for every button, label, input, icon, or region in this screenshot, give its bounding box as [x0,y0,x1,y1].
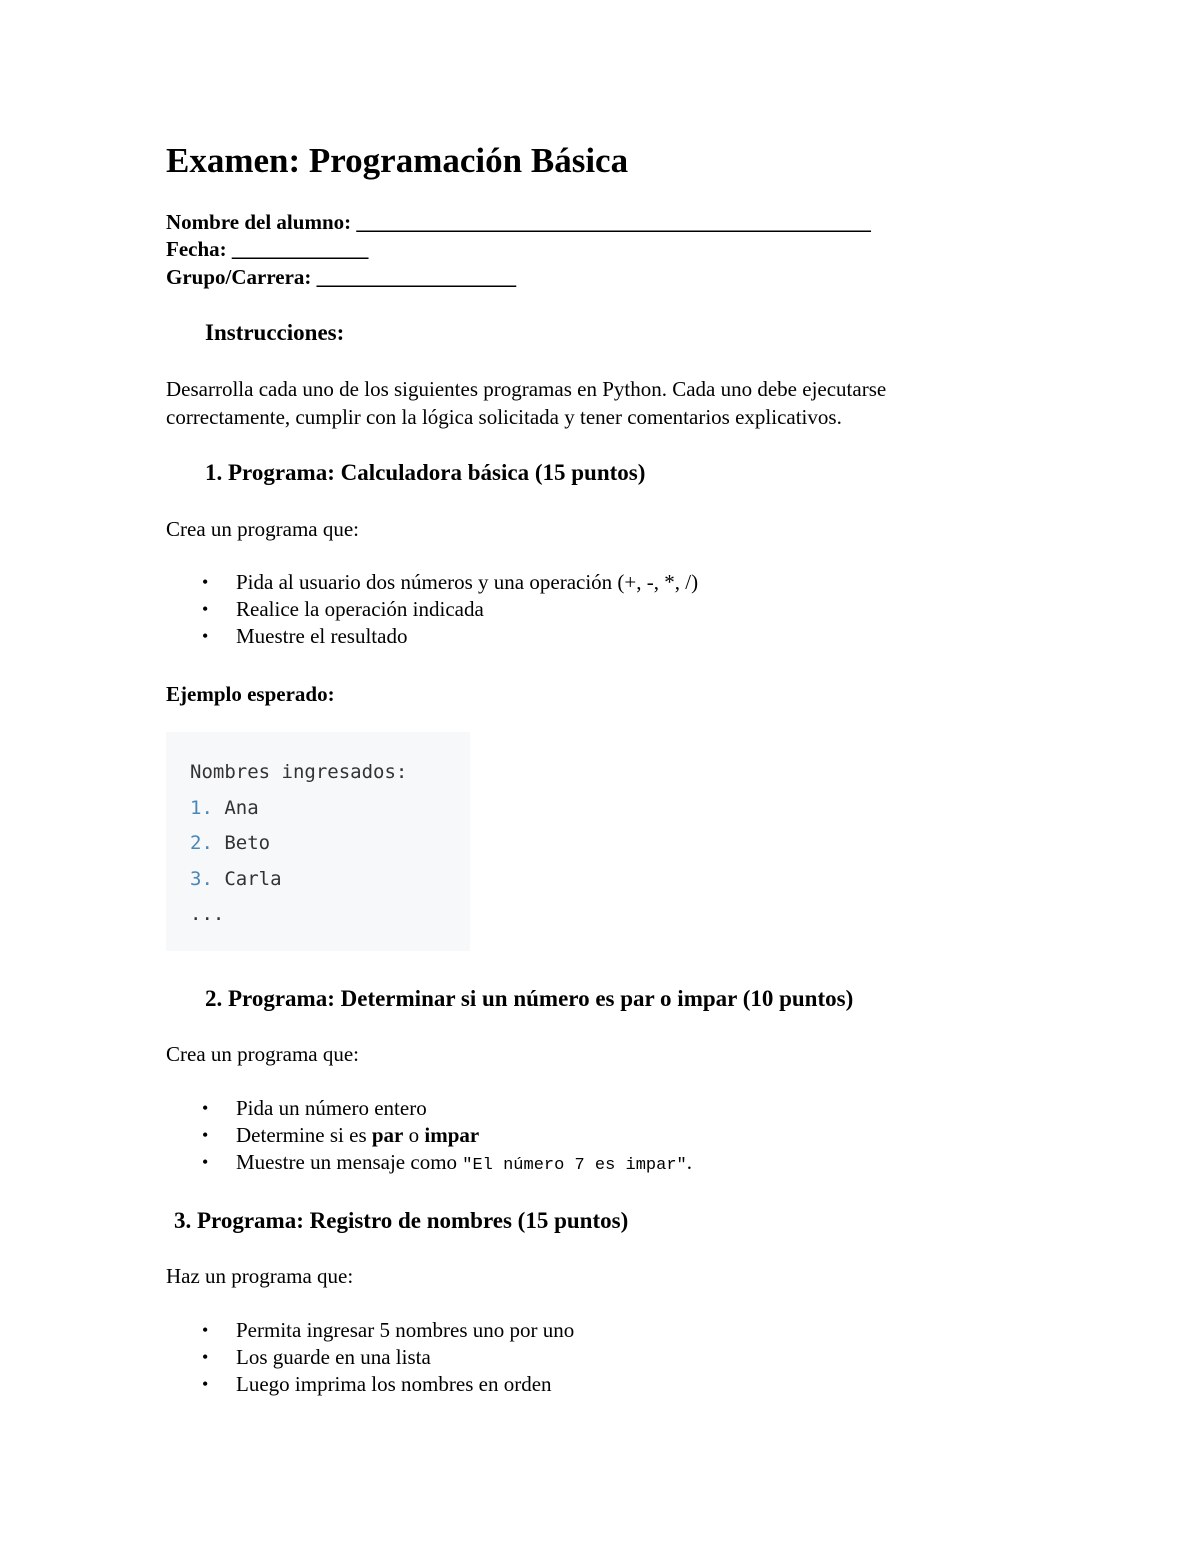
list-item-text: Luego imprima los nombres en orden [236,1372,552,1396]
bullet-icon: • [202,599,209,619]
bullet-icon: • [202,572,209,592]
list-item [166,1122,692,1149]
list-item [166,569,698,596]
list-item [166,596,698,623]
program-3-intro: Haz un programa que: [166,1264,354,1288]
list-item-text: Pida al usuario dos números y una operación (+, -, *, /) [236,570,699,594]
list-item [166,1371,574,1398]
code-line [190,867,282,891]
code-line [190,796,259,820]
code-line-ellipsis: ... [190,903,225,925]
list-item [166,1149,692,1179]
code-line [190,831,270,855]
instrucciones-line-1: Desarrolla cada uno de los siguientes programas en Python. Cada uno debe ejecutarse [166,377,887,401]
bullet-icon: • [202,1098,209,1118]
bullet-icon: • [202,1374,209,1394]
code-line-text: Ana [224,797,259,819]
instrucciones-heading: Instrucciones: [205,320,345,345]
field-nombre: Nombre del alumno: _________________________________________________ [166,210,871,234]
bullet-icon: • [202,1152,209,1172]
program-1-bullet-list [166,569,698,650]
code-line-header: Nombres ingresados: [190,761,408,783]
instrucciones-line-2: correctamente, cumplir con la lógica solicitada y tener comentarios explicativos. [166,405,842,429]
code-line-text: Beto [224,832,271,854]
code-line-number: 2. [190,832,213,854]
list-item [166,1317,574,1344]
list-item [166,623,698,650]
page-title: Examen: Programación Básica [166,141,629,180]
program-2-heading: 2. Programa: Determinar si un número es par o impar (10 puntos) [205,986,854,1011]
code-example-block [166,732,470,951]
list-item-text-bold: impar [424,1123,480,1147]
program-2-bullet-list [166,1095,692,1179]
program-3-bullet-list [166,1317,574,1398]
list-item-text: o [403,1123,425,1147]
list-item-text: Determine si es [236,1123,372,1147]
list-item-text: Pida un número entero [236,1096,427,1120]
list-item-text: . [686,1150,692,1174]
list-item-text: Realice la operación indicada [236,597,484,621]
list-item-text: Permita ingresar 5 nombres uno por uno [236,1318,575,1342]
field-grupo: Grupo/Carrera: ___________________ [166,265,517,289]
bullet-icon: • [202,1320,209,1340]
program-2-intro: Crea un programa que: [166,1042,360,1066]
list-item-text: Muestre un mensaje como [236,1150,463,1174]
inline-code: "El número 7 es impar" [462,1156,687,1175]
list-item [166,1344,574,1371]
code-line-number: 3. [190,868,213,890]
code-line-number: 1. [190,797,213,819]
bullet-icon: • [202,1347,209,1367]
list-item-text: Los guarde en una lista [236,1345,431,1369]
bullet-icon: • [202,626,209,646]
program-3-heading: 3. Programa: Registro de nombres (15 puntos) [174,1208,629,1233]
example-label: Ejemplo esperado: [166,682,335,706]
program-1-intro: Crea un programa que: [166,517,360,541]
list-item-text: Muestre el resultado [236,624,408,648]
program-1-heading: 1. Programa: Calculadora básica (15 puntos) [205,460,646,485]
bullet-icon: • [202,1125,209,1145]
list-item [166,1095,692,1122]
field-fecha: Fecha: _____________ [166,237,369,261]
list-item-text-bold: par [371,1123,404,1147]
code-line-text: Carla [224,868,282,890]
